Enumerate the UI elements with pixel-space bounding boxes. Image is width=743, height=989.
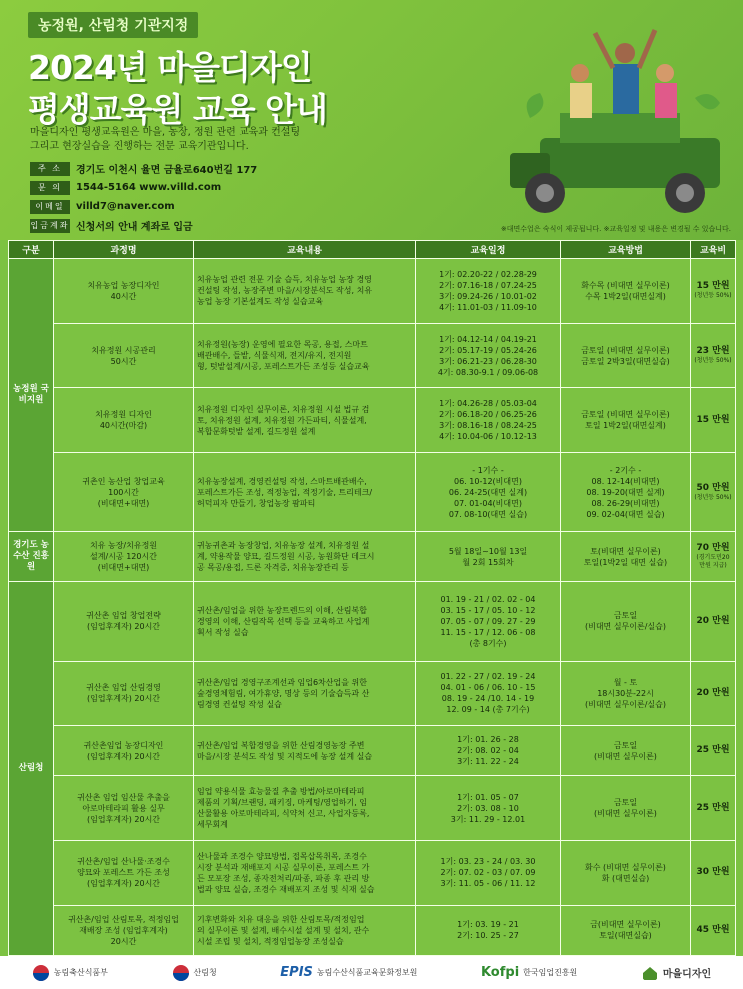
fee-amount: 45 만원 (696, 924, 730, 935)
course-name-cell (54, 582, 194, 661)
schedule-cell (416, 388, 561, 453)
fee-note: (청년등 50%) (694, 493, 732, 501)
schedule-cell-line: 2기: 06.18-20 / 06.25-26 (439, 410, 537, 420)
course-name-cell-line: 치유농업 농장디자인 (87, 280, 160, 290)
method-cell (561, 532, 691, 582)
logo-label: 농림축산식품부 (53, 968, 108, 977)
course-name-cell (54, 776, 194, 841)
col-header-fee: 교육비 (691, 241, 736, 259)
course-name-cell-line: (비대면+대면) (97, 563, 150, 573)
course-name-cell-line: (임업후계자) 20시간 (86, 694, 161, 704)
table-row (9, 582, 736, 661)
course-name-cell-line: 40시간(마감) (99, 421, 148, 431)
col-header-schedule: 교육일정 (416, 241, 561, 259)
schedule-cell (416, 323, 561, 388)
course-content-cell-line: 든 모포장 조성, 종자전처리/파종, 파종 후 관리 방 (197, 873, 370, 883)
method-cell-line: 09. 02-04(대면 실습) (586, 509, 665, 519)
course-content-cell-line: 산나물과 조경수 양묘방법, 접목삽목취목, 조경수 (197, 851, 367, 861)
course-content-cell-line: 림경영 컨설팅 작성 실습 (197, 699, 282, 709)
schedule-cell-line: 3기: 11. 05 - 06 / 11. 12 (440, 879, 536, 889)
course-content-cell-line: 산물활용 아로마테라피, 식약처 신고, 사업자등록, (197, 809, 370, 819)
course-name-cell-line: 아로마테라피 활용 실무 (82, 803, 165, 813)
notice-text: ※대면수업은 숙식이 제공됩니다. ※교육일정 및 내용은 변경될 수 있습니다. (500, 225, 731, 233)
schedule-cell-line: 4기: 10.04-06 / 10.12-13 (439, 432, 537, 442)
method-cell-line: 금(비대면 실무이론) (590, 920, 661, 930)
schedule-cell-line: 06. 24-25(대면 실계) (448, 487, 528, 497)
description (30, 126, 330, 154)
logo-label: 마을디자인 (662, 969, 712, 980)
course-content-cell-line: 숲경영체험림, 여가휴양, 명상 등의 기술습득과 산 (197, 688, 370, 698)
course-content-cell-line: 시설 조립 및 설치, 적정임업농장 조성실습 (197, 936, 344, 946)
info-label: 문 의 (30, 181, 70, 195)
fee-amount: 15 만원 (696, 281, 730, 292)
method-cell (561, 776, 691, 841)
method-cell-line: 토일(대면실습) (599, 931, 652, 941)
course-content-cell-line: 임업 약용식물 효능물질 추출 방법/아로마테라피 (197, 787, 365, 797)
schedule-cell (416, 661, 561, 726)
fee-cell (691, 905, 736, 955)
method-cell-line: 금토일 (비대면 실무이론) (581, 345, 670, 355)
course-content-cell-line: 허덕피자 만들기, 창업농장 팜파티 (197, 498, 316, 508)
schedule-cell-line: 2기: 05.17-19 / 05.24-26 (439, 345, 537, 355)
method-cell-line: 18시30분-22시 (597, 688, 654, 698)
fee-cell (691, 582, 736, 661)
fee-cell (691, 776, 736, 841)
table-row (9, 661, 736, 726)
course-content-cell (194, 453, 416, 532)
course-content-cell-line: 포레스트가든 조성, 적정농업, 적정기술, 트리테크/ (197, 487, 373, 497)
course-name-cell-line: 재배장 조성 (임업후계자) (79, 925, 168, 935)
method-cell (561, 582, 691, 661)
method-cell (561, 905, 691, 955)
course-name-cell (54, 726, 194, 776)
course-content-cell-line: 세무회계 (197, 820, 228, 830)
agency-badge: 농정원, 산림청 기관지정 (28, 12, 198, 38)
method-cell-line: 금토일 (613, 740, 638, 750)
fee-amount: 23 만원 (696, 346, 730, 356)
schedule-cell-line: 4기: 11.01-03 / 11.09-10 (439, 302, 537, 312)
house-icon (641, 964, 659, 982)
course-content-cell-line: 획서 작성 실습 (197, 627, 249, 637)
course-content-cell-line: 법과 양묘 실습, 조경수 재배포지 조성 및 식재 실습 (197, 884, 375, 894)
table-row (9, 532, 736, 582)
fee-amount: 30 만원 (696, 867, 730, 878)
course-content-cell-line: 공 목공/용접, 드론 자격증, 치유농장관리 등 (197, 563, 349, 573)
table-row (9, 726, 736, 776)
fee-amount: 25 만원 (696, 745, 730, 756)
description-line: 그리고 현장실습을 진행하는 전문 교육기관입니다. (30, 141, 249, 152)
address-row (30, 160, 257, 177)
schedule-cell-line: 08. 19 - 24 /10. 14 - 19 (441, 694, 535, 704)
schedule-cell-line: 07. 01-04(비대면) (454, 498, 522, 508)
col-header-course: 과정명 (54, 241, 194, 259)
course-name-cell-line: 귀산촌임업 농장디자인 (83, 740, 164, 750)
schedule-cell-line: 07. 08-10(대면 실습) (448, 509, 528, 519)
course-content-cell-line: 배관배수, 들밭, 식물식재, 전지/유지, 전지원 (197, 351, 352, 360)
fee-note: (경기도민20만원 지급) (696, 554, 730, 570)
course-name-cell-line: 설계/시공 120시간 (90, 552, 157, 562)
schedule-cell-line: 월 2회 15회차 (462, 557, 514, 567)
course-name-cell-line: (임업후계자) 20시간 (86, 814, 161, 824)
category-cell: 산림청 (9, 582, 54, 956)
course-content-cell-line: 귀산촌/임업 경영구조계선과 임업6차산업을 위한 (197, 677, 367, 687)
method-cell (561, 259, 691, 324)
table-row (9, 841, 736, 906)
course-content-cell (194, 776, 416, 841)
method-cell-line: 토(비대면 실무이론) (590, 546, 661, 556)
method-cell-line: 금토일 (613, 611, 638, 621)
method-cell-line: - 2기수 - (609, 465, 642, 475)
schedule-cell-line: 1기: 04.12-14 / 04.19-21 (439, 334, 537, 344)
col-header-method: 교육방법 (561, 241, 691, 259)
schedule-cell-line: 5월 18일~10월 13일 (448, 546, 528, 556)
method-cell-line: 08. 19-20(대면 실계) (586, 487, 665, 497)
schedule-cell-line: 2기: 07. 02 - 03 / 07. 09 (440, 868, 536, 878)
course-name-cell (54, 259, 194, 324)
logo-kofpi (481, 965, 577, 980)
schedule-cell (416, 841, 561, 906)
course-content-cell-line: 경영의 이해, 산림작목 선택 등을 교육하고 사업계 (197, 616, 370, 626)
schedule-cell-line: 1기: 01. 26 - 28 (457, 735, 519, 745)
schedule-cell-line: 06. 10-12(비대면) (454, 476, 522, 486)
logo-epis (280, 965, 417, 980)
course-name-cell-line: 귀산촌/임업 산림토목, 적정임업 (68, 914, 179, 924)
logo-mark: EPIS (280, 965, 313, 980)
account-row (30, 217, 257, 234)
schedule-cell-line: (총 8기수) (469, 638, 507, 648)
schedule-cell-line: 3기: 06.21-23 / 06.28-30 (439, 356, 537, 366)
table-row (9, 323, 736, 388)
schedule-cell (416, 726, 561, 776)
fee-cell (691, 661, 736, 726)
method-cell-line: (비대면 실무이론/실습) (584, 699, 667, 709)
farmers-truck-illustration (500, 18, 730, 218)
course-table (8, 240, 735, 956)
course-content-cell (194, 661, 416, 726)
schedule-cell-line: 3기: 08.16-18 / 08.24-25 (439, 421, 537, 431)
table-row (9, 388, 736, 453)
info-label: 이메일 (30, 200, 70, 214)
course-name-cell (54, 323, 194, 388)
method-cell-line: 08. 12-14(비대면) (591, 476, 660, 486)
method-cell (561, 388, 691, 453)
course-content-cell-line: 제품의 기획/브랜딩, 패키징, 마케팅/영업하기, 임 (197, 798, 368, 808)
course-content-cell-line: 치유정원(농장) 운영에 필요한 목공, 용접, 스마트 (197, 340, 368, 349)
contact-row (30, 179, 257, 196)
page-title-line2: 평생교육원 교육 안내 (28, 90, 327, 129)
course-name-cell-line: (임업후계자) 20시간 (86, 879, 161, 889)
schedule-cell (416, 453, 561, 532)
course-content-cell-line: 치유농장설계, 경영컨설팅 작성, 스마트배관배수, (197, 476, 367, 486)
fee-cell (691, 323, 736, 388)
schedule-cell (416, 532, 561, 582)
method-cell-line: 수목 1박2일(대면실계) (585, 291, 666, 301)
course-content-cell-line: 기후변화와 치유 대응을 위한 산림토목/적정임업 (197, 914, 365, 924)
course-name-cell (54, 453, 194, 532)
schedule-cell-line: 03. 15 - 17 / 05. 10 - 12 (440, 605, 536, 615)
info-value[interactable]: 1544-5164 www.villd.com (76, 182, 222, 193)
course-content-cell (194, 532, 416, 582)
course-name-cell-line: (임업후계자) 20시간 (86, 751, 161, 761)
schedule-cell-line: 2기: 10. 25 - 27 (457, 931, 519, 941)
course-content-cell (194, 905, 416, 955)
schedule-cell (416, 582, 561, 661)
course-name-cell (54, 532, 194, 582)
schedule-cell-line: 3기: 11. 29 - 12.01 (450, 814, 526, 824)
course-name-cell-line: 귀촌인 농산업 창업교육 (82, 476, 165, 486)
method-cell-line: 화수 (비대면 실무이론) (585, 862, 666, 872)
footer-logos (0, 956, 743, 989)
course-content-cell-line: 토, 치유정원 설계, 치유정원 가든파티, 식물설계, (197, 415, 367, 425)
schedule-cell-line: 04. 01 - 06 / 06. 10 - 15 (440, 683, 536, 693)
method-cell-line: (비대면 실무이론/실습) (584, 622, 667, 632)
taegeuk-icon (32, 964, 50, 982)
course-name-cell-line: 귀산촌 임업 산림경영 (86, 683, 161, 693)
course-content-cell-line: 치유정원 디자인 실무이론, 치유정원 시설 법규 검 (197, 404, 370, 414)
schedule-cell (416, 905, 561, 955)
email-row (30, 198, 257, 215)
fee-amount: 20 만원 (696, 615, 730, 626)
course-name-cell (54, 661, 194, 726)
course-content-cell-line: 컨설팅 작성, 농장주변 마을/시장분석도 작성, 치유 (197, 286, 373, 296)
method-cell-line: 토일 1박2일(대면실계) (585, 421, 666, 431)
schedule-cell-line: 07. 05 - 07 / 09. 27 - 29 (440, 616, 536, 626)
fee-amount: 20 만원 (696, 687, 730, 698)
course-content-cell-line: 계, 약용작물 양묘, 길드정원 시공, 농원화단 데크시 (197, 552, 375, 562)
schedule-cell-line: 01. 22 - 27 / 02. 19 - 24 (440, 672, 536, 682)
course-name-cell (54, 841, 194, 906)
col-header-content: 교육내용 (194, 241, 416, 259)
info-value[interactable]: villd7@naver.com (76, 201, 175, 212)
method-cell (561, 323, 691, 388)
category-cell: 경기도 농수산 진흥원 (9, 532, 54, 582)
method-cell-line: 월 - 토 (613, 677, 638, 687)
info-value: 신청서의 안내 계좌로 입금 (76, 222, 193, 233)
schedule-cell-line: 2기: 08. 02 - 04 (457, 746, 519, 756)
table-row (9, 259, 736, 324)
schedule-cell (416, 776, 561, 841)
method-cell-line: 금토일 (613, 798, 638, 808)
course-content-cell-line: 귀산촌/임업 복합경영을 위한 산림경영농장 주변 (197, 740, 365, 750)
method-cell (561, 661, 691, 726)
schedule-cell-line: 2기: 03. 08 - 10 (457, 803, 519, 813)
contact-info (30, 160, 257, 236)
course-content-cell-line: 치유농업 관련 전문 기술 습득, 치유농업 농장 경영 (197, 275, 372, 285)
table-row (9, 453, 736, 532)
schedule-cell-line: 4기: 08.30-9.1 / 09.06-08 (437, 367, 539, 377)
course-name-cell-line: 귀산촌/임업 산나물·조경수 (77, 857, 170, 867)
method-cell-line: 토일(1박2일 대면 실습) (583, 557, 668, 567)
schedule-cell-line: - 1기수 - (472, 465, 504, 475)
schedule-cell-line: 2기: 07.16-18 / 07.24-25 (439, 280, 537, 290)
course-name-cell-line: 20시간 (110, 936, 137, 946)
info-label: 입금계좌 (30, 219, 70, 233)
table-header-row (9, 241, 736, 259)
fee-cell (691, 259, 736, 324)
course-name-cell-line: 귀산촌 임업 임산물 추출을 (77, 792, 170, 802)
description-line: 마을디자인 평생교육원은 마을, 농장, 정원 관련 교육과 컨설팅 (30, 127, 301, 138)
course-content-cell (194, 323, 416, 388)
course-name-cell-line: 귀산촌 임업 창업전략 (86, 611, 161, 621)
fee-cell (691, 532, 736, 582)
course-content-cell-line: 형, 텃밭설계/시공, 포레스트가든 조성등 실습교육 (197, 362, 370, 371)
course-name-cell-line: 100시간 (108, 487, 139, 497)
col-header-category: 구분 (9, 241, 54, 259)
method-cell-line: 금토일 (비대면 실무이론) (581, 410, 670, 420)
fee-amount: 70 만원 (696, 543, 730, 554)
method-cell-line: 08. 26-29(비대면) (591, 498, 660, 508)
course-content-cell (194, 388, 416, 453)
schedule-cell-line: 3기: 09.24-26 / 10.01-02 (439, 291, 537, 301)
course-content-cell-line: 마을/시장 분석도 작성 및 지적도에 농장 설계 실습 (197, 751, 373, 761)
logo-label: 농림수산식품교육문화정보원 (316, 968, 418, 977)
info-value: 경기도 이천시 율면 금율로640번길 177 (76, 165, 258, 176)
course-name-cell (54, 905, 194, 955)
course-content-cell-line: 시장 분석과 재배포지 시공 실무이론, 포레스트 가 (197, 862, 370, 872)
logo-label: 한국임업진흥원 (523, 968, 578, 977)
logo-forest-service (172, 964, 217, 982)
course-name-cell-line: (임업후계자) 20시간 (86, 622, 161, 632)
course-content-cell-line: 농업 농장 기본설계도 작성 실습교육 (197, 297, 324, 307)
method-cell-line: 금토일 2박3일(대면실습) (581, 356, 670, 366)
schedule-cell-line: 01. 19 - 21 / 02. 02 - 04 (440, 594, 536, 604)
course-content-cell (194, 726, 416, 776)
info-label: 주 소 (30, 162, 70, 176)
course-name-cell-line: 치유정원 시공관리 (91, 345, 156, 355)
course-name-cell-line: 양묘와 포레스트 가든 조성 (77, 868, 170, 878)
method-cell-line: 화수목 (비대면 실무이론) (581, 280, 670, 290)
course-content-cell-line: 귀산촌/임업을 위한 농장트렌드의 이해, 산림복합 (197, 605, 367, 615)
method-cell (561, 841, 691, 906)
fee-cell (691, 841, 736, 906)
method-cell-line: 화 (대면실습) (601, 873, 650, 883)
method-cell-line: (비대면 실무이론) (594, 751, 657, 761)
logo-label: 산림청 (193, 968, 217, 977)
fee-cell (691, 453, 736, 532)
fee-cell (691, 388, 736, 453)
category-cell: 농정원 국비지원 (9, 259, 54, 532)
logo-mafra (32, 964, 108, 982)
course-content-cell (194, 841, 416, 906)
method-cell-line: (비대면 실무이론) (594, 809, 657, 819)
fee-note: (청년등 50%) (694, 292, 732, 300)
course-name-cell-line: 치유정원 디자인 (95, 410, 152, 420)
fee-amount: 50 만원 (696, 482, 730, 493)
fee-cell (691, 726, 736, 776)
header-banner (0, 0, 743, 240)
table-row (9, 776, 736, 841)
schedule-cell-line: 11. 15 - 17 / 12. 06 - 08 (440, 627, 536, 637)
course-content-cell (194, 259, 416, 324)
schedule-cell-line: 12. 09 - 14 (총 7기수) (446, 705, 530, 715)
schedule-cell (416, 259, 561, 324)
course-name-cell-line: 50시간 (110, 356, 137, 366)
course-name-cell-line: (비대면+대면) (97, 498, 150, 508)
schedule-cell-line: 1기: 03. 23 - 24 / 03. 30 (440, 857, 536, 867)
schedule-cell-line: 1기: 04.26-28 / 05.03-04 (439, 399, 537, 409)
logo-mark: Kofpi (480, 965, 520, 980)
fee-amount: 25 만원 (696, 802, 730, 813)
course-name-cell-line: 치유 농장/치유정원 (89, 541, 158, 551)
course-content-cell (194, 582, 416, 661)
course-name-cell (54, 388, 194, 453)
schedule-cell-line: 1기: 02.20-22 / 02.28-29 (439, 269, 537, 279)
fee-note: (청년등 50%) (694, 357, 732, 364)
table-row (9, 905, 736, 955)
taegeuk-icon (172, 964, 190, 982)
course-content-cell-line: 복합문화텃밭 설계, 길드정원 설계 (197, 426, 316, 436)
course-name-cell-line: 40시간 (110, 291, 137, 301)
course-content-cell-line: 귀농귀촌과 농장창업, 치유농장 설계, 치유정원 설 (197, 541, 370, 551)
logo-villd (641, 964, 711, 982)
method-cell (561, 453, 691, 532)
page-title-line1: 2024년 마을디자인 (28, 48, 312, 87)
schedule-cell-line: 1기: 03. 19 - 21 (457, 920, 519, 930)
schedule-cell-line: 1기: 01. 05 - 07 (457, 792, 519, 802)
fee-amount: 15 만원 (696, 414, 730, 425)
method-cell (561, 726, 691, 776)
course-content-cell-line: 의 실무이론 및 설계, 배수시설 설계 및 설치, 관수 (197, 925, 370, 935)
schedule-cell-line: 3기: 11. 22 - 24 (457, 757, 519, 767)
